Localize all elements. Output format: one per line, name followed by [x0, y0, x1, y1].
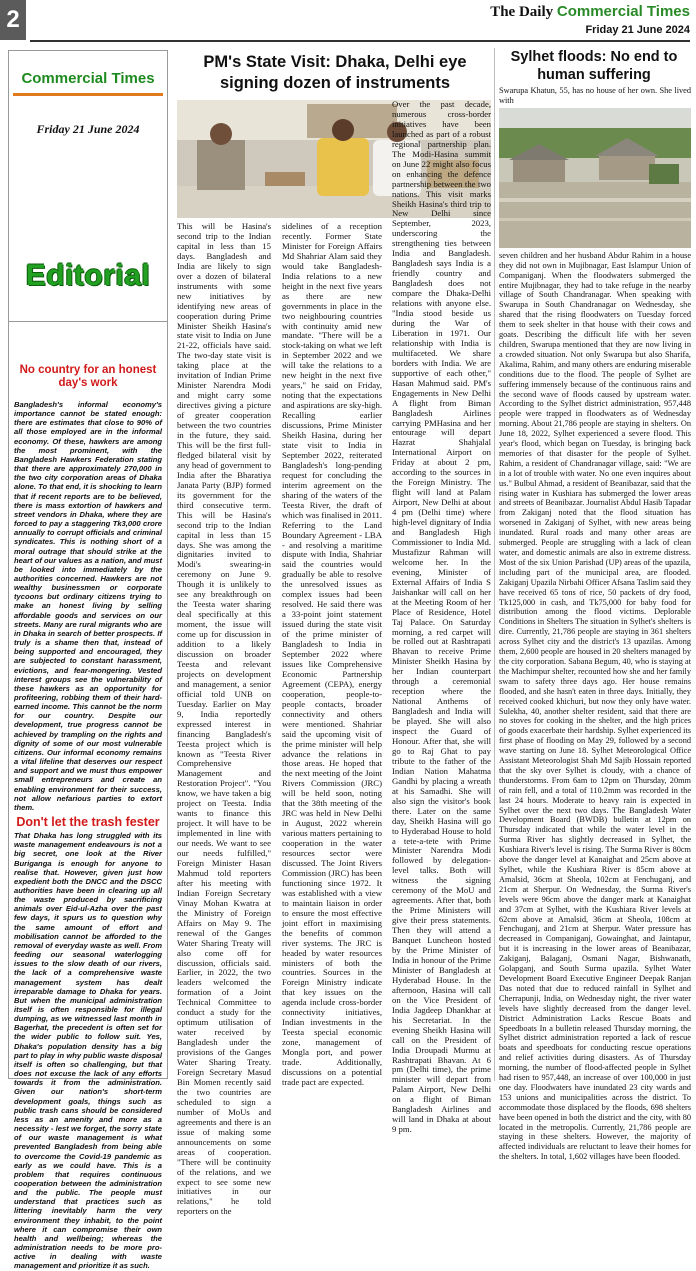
main-col3-text: Over the past decade, numerous cross-border initiatives have been launched as part of a robust regional partnership plan. The Modi-Hasina summit on June 22 might also focus on enhancing the defence partnership between the two nations. This visit marks Sheikh Hasina's third trip to New Delhi since September, 2023, underscoring the strengthening ties between India and Bangladesh. Bangladesh says India is a friendly country and Bangladesh does not compare the Dhaka-Delhi relations with anyone else. "India stood beside us during the War of Liberation in 1971. Our relationship with India is multifaceted. We share borders with India. We are supportive of each other," Hasan Mahmud said. PM's Engagements in New Delhi A flight from Biman Bangladesh Airlines carrying PMHasina and her entourage will depart Hazrat Shahjalal International Airport on Friday at about 2 pm, according to the sources in the Foreign Ministry. The flight will land at Palam Airport, New Delhi at about 4 pm (Delhi time) where high-level dignitary of India and Bangladesh High Commissioner to India Md. Mustafizur Rahman will welcome her. In the evening, Minister of External Affairs of India S Jaishankar will call on her at the Meeting Room of her Place of Residence, Hotel Taj Palace. On Saturday morning, a red carpet will be rolled out at Rashtrapati Bhavan to receive Prime Minister Sheikh Hasina by her Indian counterpart through a ceremonial reception where the National Anthems of Bangladesh and India will be played. She will also inspect the Guard of Honour. After that, she will go to Raj Ghat to pay tribute to the father of the Indian Nation Mahatma Gandhi by placing a wreath at his Samadhi. She will also sign the visitor's book there. Later on the same day, Sheikh Hasina will go to Hyderabad House to hold a tete-a-tete with Prime Minister Narendra Modi followed by delegation-level talks. Both will witness the signing ceremony of the MoU and agreements. After that, both the Prime Ministers will give their press statements. Then they will attend a Banquet Luncheon hosted by the Prime Minister of India in honour of the Prime Minister of Bangladesh at Hyderabad House. In the afternoon, Hasina will call on the Vice President of India Jagdeep Dhankhar at his Secretariat. In the evening Sheikh Hasina will call on the President of India Droupadi Murmu at Rashtrapati Bhavan. At 6 pm (Delhi time), the prime minister will depart from Palam Airport, New Delhi on a flight of Biman Bangladesh Airlines and will land in Dhaka at about 9 pm. — [392, 99, 491, 1135]
masthead-brand — [490, 3, 690, 21]
header-rule — [30, 40, 690, 42]
right-body: seven children and her husband Abdur Rahim in a house they did not own in Mujibnagar, East Islampur Union of Companiganj. When the floodwaters submerged the entire Mujibnagar, they had to take refuge in the nearby village of South Chandranagar. When speaking with Swarupa in South Chandranagar on Wednesday, she shared that the rising floodwaters on Tuesday forced them to seek shelter in that house with their cows and goats. Describing the difficult life with her seven children, Swarupa mentioned that they are now living in a crowded situation. Not only Swarupa but also Sharifa, Akalima, Rahim, and many others are enduring miserable conditions due to the flood. The people of Sylhet are suffering immensely because of the continuous rains and the second wave of floods caused by upstream water. According to the Sylhet district administration, 957,448 people were trapped in floodwaters as of Wednesday morning. About 21,786 people are staying in shelters. On June 18, 2022, Sylhet experienced a severe flood. This year's flood, which began on Tuesday, is bringing back memories of that disaster for the people of Sylhet. Rahim, a resident of Chandranagar village, said: "We are in a lot of trouble with water. No one even inquires about us." Bulbul Ahmad, a resident of Beanibazar, said that the rising water in Kushiara has submerged the lower areas and streets of Beanibazar. Journalist Abdul Hasib Tapadar from Zakiganj noted that the flood situation has worsened in Zakiganj of Sylhet, with new areas being inundated. Rural roads and many other areas are submerged. People are struggling with a lack of clean water, and domestic animals are also in extreme distress. Most of the six Union Parishad (UP) areas of the upazila, including part of the municipal area, are flooded. Zakiganj Upazila Nirbahi Officer Afsana Taslim said they have received 65 tons of rice, 50 packets of dry food, Tk125,000 in cash, and Tk75,000 for baby food for distribution among the flood victims. Deplorable Conditions in Shelters The situation in Sylhet's shelters is dire. Currently, 21,786 people are staying in 361 shelters across Sylhet city and the district's 13 upazilas. Among them, 2,600 people are housed in 20 shelters managed by the city corporation. Sabana Begum, 40, who is staying at the Machimpur shelter, recounted how she and her family swam to safety three days ago. Her house remains flooded, and she hasn't eaten in three days. Initially, they received cooked khichuri, but now they only have water. Sulekha, 40, another shelter resident, said that there are no stoves for cooking in the shelter, and the high prices of goods exacerbate their hardship. Sylhet experienced its first phase of flooding on May 29, followed by a second wave starting on June 18. Sylhet Meteorological Office Assistant Meteorologist Shah Md Sajib Hossain reported that the sky over Sylhet is cloudy, with a chance of thunderstorms. From 6am to 12pm on Thursday, 20mm of rain fell, and a total of 110.2mm was recorded in the last 24 hours. Moderate to heavy rain is expected in Sylhet over the next two days. The Bangladesh Water Development Board (BWDB) bulletin at 12pm on Thursday indicated that while the water level in the Surma River has slightly decreased in Sylhet, the Kushiara River's level is rising. The Surma River is 80cm above the danger level at Kanaighat and 25cm above at Sylhet, while the Kushiara River is 85cm above at Amalsid, 36cm at Sheola, 102cm at Fenchuganj, and 21cm at Sherpur. On Wednesday, the Surma River's levels were 96cm above the danger mark at Kanaighat and 37cm at Sylhet, with the Kushiara River levels at 62cm above at Amalsid, 36cm at Sheola, 108cm at Fenchuganj, and 21cm at Sherpur. Water pressure has decreased in Companiganj, Gowainghat, and Jaintapur, but it is increasing in the lower areas of Beanibazar, Zakiganj, Balaganj, Osmani Nagar, Bishwanath, Golapganj, and South Surma upazila. Sylhet Water Development Board Executive Engineer Deepak Ranjan Das noted that due to reduced rainfall in Sylhet and Cherrapunji, India, on Wednesday night, the river water levels have slightly decreased from the danger level. District Administration Lacks Rescue Boats and Speedboats In a bulletin released Thursday morning, the Sylhet district administration reported a lack of rescue boats and speedboats for conducting rescue operations and relief activities during disasters. As of Thursday morning, the number of flood-affected people in Sylhet had risen to 957,448, an increase of over 100,000 in just one day. Floodwaters have inundated 23 city wards and 153 unions and municipalities across the district. To accommodate those displaced by the floods, 698 shelters have been opened in both the district and the city, with 80 located in the metropolis. Currently, 21,786 people are staying in these shelters. However, the majority of affected individuals are reluctant to leave their homes for the shelters. In total, 1,602 villages have been flooded. — [499, 250, 691, 1162]
flood-photo — [499, 108, 691, 248]
section-title: Editorial — [25, 259, 151, 292]
right-article-column — [499, 86, 691, 1162]
main-col1-text: This will be Hasina's second trip to the Indian capital in less than 15 days. Bangladesh and India are likely to sign over a dozen of bilateral instruments with some new initiatives by identifying new areas of cooperation during Prime Minister Sheikh Hasina's state visit to India on June 21-22, officials have said. The two-day state visit is taking place at the invitation of Indian Prime Minister Narendra Modi and might carry some directives giving a picture of greater cooperation between the two countries in the future, they said. This will be the first full-fledged bilateral visit by any head of government to India after the Bharatiya Janata Party (BJP) formed its government for the third consecutive term. This will be Hasina's second trip to the Indian capital in less than 15 days. She was among the dignitaries invited to Modi's swearing-in ceremony on June 9. Though it is unlikely to see any breakthrough on the Teesta water sharing deal specifically at this moment, the issue will come up for discussion in addition to a likely discussion on broader Teesta and relevant projects on development and management, a senior official told UNB on Tuesday. Earlier on May 9, India reportedly expressed interest in financing Bangladesh's Teesta project which is known as "Teesta River Comprehensive Management and Restoration Project". "You know, we have taken a big project on Teesta. India wants to finance this project. It will have to be implemented in line with our needs. We want to see our needs fulfilled," Foreign Minister Hasan Mahmud told reporters after his meeting with Indian Foreign Secretary Vinay Mohan Kwatra at the Ministry of Foreign Affairs on May 9. The renewal of the Ganges Water Sharing Treaty will also come off for discussion, officials said. Earlier, in 2022, the two leaders welcomed the formation of a Joint Technical Committee to conduct a study for the optimum utilisation of water received by Bangladesh under the provisions of the Ganges Water Sharing Treaty. Foreign Secretary Masud Bin Momen recently said the two countries are scheduled to sign a number of MoUs and agreements and there is an issue of making some announcements on some areas of cooperation. "There will be continuity of the relations, and we expect to see some new initiatives in our relations," he told reporters on the — [177, 221, 271, 1217]
section-rule — [9, 321, 167, 322]
editorial1-body: Bangladesh's informal economy's importance cannot be stated enough: there are estimates that close to 90% of all those employed are in the informal economy. Of these, hawkers are among the most prominent, with the Bangladesh Hawkers Federation stating that there are approximately 270,000 in the two city corporation areas of Dhaka alone. To that end, it is shocking to learn that if recent reports are to be believed, there is mass extortion of hawkers and street vendors in Dhaka, where they are forced to pay a staggering Tk3,000 crore annually to corrupt officials and criminal syndicates. This is nothing short of a moral outrage that should strike at the heart of our values as a nation, and must be looked into immediately by the authorities concerned. Hawkers are not wealthy businessmen or corporate tycoons but ordinary citizens trying to make an honest living by selling affordable goods and services on our streets. Many are rural migrants who are in Dhaka in search of better prospects. If truly is a shame then that, instead of being supported and encouraged, they are subjected to constant harassment, evictions, and fear-mongering. Vested interest groups see the vulnerability of these hawkers as an opportunity for profiteering, robbing them of their hard-earned income. This cannot be the norm for our country. Despite our development, true progress cannot be achieved by trampling on the rights and dignity of some of our most vulnerable citizens. Our informal economy remains a vital lifeline that deserves our respect and support and we must thus empower small entrepreneurs and create an enabling environment for their success, not allow nefarious parties to extort them. — [14, 400, 162, 812]
main-article-column-2 — [282, 221, 382, 1087]
main-col2-text: sidelines of a reception recently. Former State Minister for Foreign Affairs Md Shahriar Alam said they would take Bangladesh-India relations to a new height in the next five years as there are new governments in place in the two neighbouring countries with continuity amid new mandate. "There will be a stock-taking on what we left in September 2022 and we will take the relations to a new height in the next five years," he said on Friday, noting that the expectations and aspirations are sky-high. Recalling earlier discussions, Prime Minister Sheikh Hasina, during her state visit to India in September 2022, reiterated Bangladesh's long-pending request for concluding the interim agreement on the sharing of the waters of the Teesta River, the draft of which was finalised in 2011. Referring to the Land Boundary Agreement - LBA - and resolving a maritime dispute with India, Shahriar said the countries would gradually be able to resolve the unresolved issues as complex issues had been resolved. He said there was a 33-point joint statement issued during the state visit of the prime minister of Bangladesh to India in September 2022 where issues like Comprehensive Economic Partnership Agreement (CEPA), energy cooperation, people-to-people contacts, broader connectivity and others were mentioned. Shahriar said the upcoming visit of the prime minister will help advance the relations in those areas. He hoped that the next meeting of the Joint Rivers Commission (JRC) will be held soon, noting that the 38th meeting of the JRC was held in New Delhi in August, 2022 wherein various matters pertaining to cooperation in the water resources sector were discussed. The Joint Rivers Commission (JRC) has been functioning since 1972. It was established with a view to maintain liaison in order to ensure the most effective joint effort in maximising the benefits of common river systems. The JRC is headed by water resources ministers of both the countries. Sources in the Foreign Ministry indicate that key issues on the agenda include cross-border connectivity initiatives, Indian investments in the Teesta special economic zone, management of Mongla port, and power trade. Additionally, discussions on a potential trade pact are expected. — [282, 221, 382, 1087]
main-headline: PM's State Visit: Dhaka, Delhi eye signing dozen of instruments — [203, 53, 467, 92]
editorial2-headline: Don't let the trash fester — [16, 815, 160, 830]
masthead — [490, 3, 690, 36]
masthead-date: Friday 21 June 2024 — [585, 24, 690, 36]
editorial-sidebar — [8, 50, 168, 1271]
flood-photo-illustration — [499, 108, 691, 248]
brand-name: Commercial Times — [556, 3, 690, 20]
brand-prefix: The Daily — [490, 4, 557, 20]
sidebar-date: Friday 21 June 2024 — [36, 122, 140, 136]
page-number: 2 — [0, 0, 26, 40]
sidebar-logo-rule — [13, 93, 163, 96]
main-article-column-3 — [392, 99, 491, 1135]
editorial2-body: That Dhaka has long struggled with its waste management endeavours is not a big secret, one look at the River Buriganga is enough for anyone to realise that. However, given just how expedient both the DNCC and the DSCC authorities have been in clearing up all the waste produced by sacrificing animals over Eid-ul-Azha over the past few days, it spurs us to question why the same amount of effort and mobilisation cannot be afforded to the removal of everyday waste as well. From feeding our seasonal waterlogging issues to the slow death of our rivers, the lack of a comprehensive waste management system has dealt irreparable damage to Dhaka for years. But when the municipal administration itself is often responsible for illegal dumping, as we witnessed last month in Bagerhat, the precedent is often set for the wider public to follow suit. Yes, Dhaka's population density has a big part to play in why public waste disposal itself is often so challenging, but that does not excuse the lack of any efforts towards it from the administration. Given our nation's short-term development goals, things such as public trash cans should be considered less as an amenity and more as a necessity - lest we forget, the sorry state of our waste management is what prevented Bangladesh from being able to overcome the Covid-19 pandemic as early as we could have. This is a problem that requires continuous cooperation between the administration and the public. The people must understand that practices such as littering inevitably harm the very environment they inhabit, to the point where it can compromise their own health and wellbeing; whereas the administration needs to be more pro-active in dealing with waste management and prioritize it as such. — [14, 831, 162, 1271]
sidebar-logo: Commercial Times — [21, 70, 155, 87]
right-lead: Swarupa Khatun, 55, has no house of her own. She lived with — [499, 86, 691, 105]
column-divider — [494, 48, 495, 1081]
editorial1-headline: No country for an honest day's work — [19, 364, 157, 389]
main-article-column-1 — [177, 221, 271, 1217]
right-headline: Sylhet floods: No end to human suffering — [510, 49, 678, 83]
